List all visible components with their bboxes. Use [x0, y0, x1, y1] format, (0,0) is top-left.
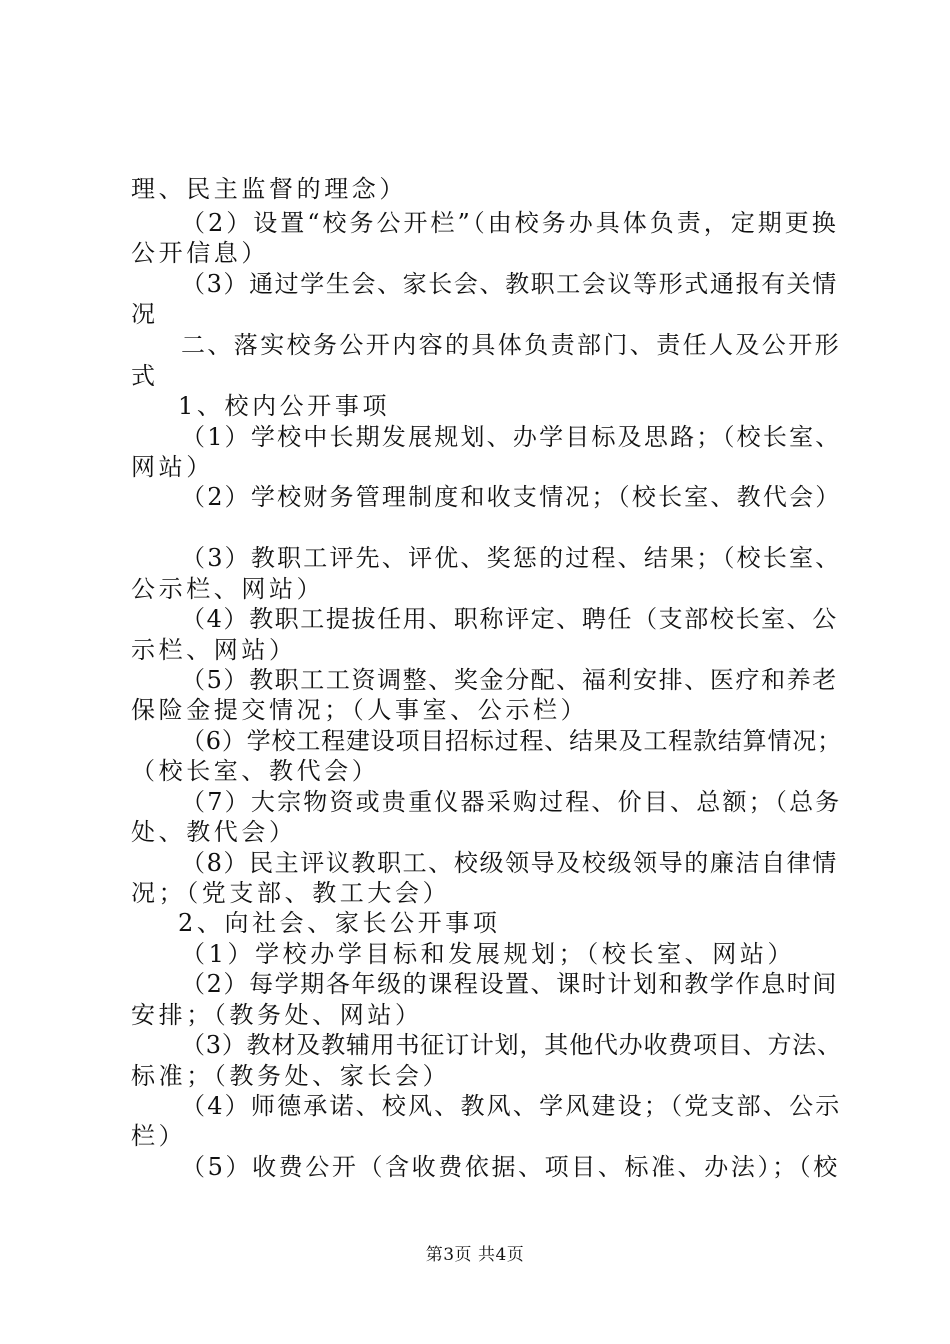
- subsection-heading: 1、校内公开事项: [178, 392, 391, 420]
- text-line: （4）教职工提拔任用、职称评定、聘任（支部校长室、公: [181, 605, 838, 633]
- text-line: 安排；（教务处、网站）: [131, 1001, 423, 1029]
- text-line: （8）民主评议教职工、校级领导及校级领导的廉洁自律情: [181, 849, 838, 877]
- text-line: 况: [131, 300, 159, 328]
- text-line: 理、民主监督的理念）: [131, 175, 407, 203]
- text-line: 处、教代会）: [131, 818, 297, 846]
- text-line: （3）教材及教辅用书征订计划，其他代办收费项目、方法、: [181, 1031, 842, 1059]
- text-line: 标准；（教务处、家长会）: [131, 1062, 451, 1090]
- text-line: （1）学校办学目标和发展规划；（校长室、网站）: [181, 940, 796, 968]
- page-number-footer: 第3页 共4页: [425, 1245, 525, 1265]
- text-line: （3）通过学生会、家长会、教职工会议等形式通报有关情: [181, 270, 838, 298]
- section-heading: 二、落实校务公开内容的具体负责部门、责任人及公开形: [181, 331, 841, 359]
- text-line: （校长室、教代会）: [131, 757, 380, 785]
- text-line: （6）学校工程建设项目招标过程、结果及工程款结算情况；: [181, 727, 842, 755]
- text-line: （1）学校中长期发展规划、办学目标及思路；（校长室、: [181, 423, 842, 451]
- text-line: 示栏、网站）: [131, 636, 297, 664]
- text-line: （2）设置“校务公开栏”（由校务办具体负责，定期更换: [181, 209, 839, 237]
- text-line: （3）教职工评先、评优、奖惩的过程、结果；（校长室、: [181, 544, 842, 572]
- text-line: 保险金提交情况；（人事室、公示栏）: [131, 696, 589, 724]
- text-line: 公示栏、网站）: [131, 575, 325, 603]
- text-line: （7）大宗物资或贵重仪器采购过程、价目、总额；（总务: [181, 788, 842, 816]
- text-line: （2）每学期各年级的课程设置、课时计划和教学作息时间: [181, 970, 838, 998]
- text-line: （5）收费公开（含收费依据、项目、标准、办法）；（校: [181, 1153, 840, 1181]
- text-line: （5）教职工工资调整、奖金分配、福利安排、医疗和养老: [181, 666, 838, 694]
- text-line: 公开信息）: [131, 239, 269, 267]
- text-line: 式: [131, 362, 159, 390]
- text-line: 栏）: [131, 1122, 187, 1150]
- text-line: （4）师德承诺、校风、教风、学风建设；（党支部、公示: [181, 1092, 842, 1120]
- text-line: （2）学校财务管理制度和收支情况；（校长室、教代会）: [181, 483, 842, 511]
- text-line: 况；（党支部、教工大会）: [131, 879, 451, 907]
- text-line: 网站）: [131, 453, 214, 481]
- subsection-heading: 2、向社会、家长公开事项: [178, 909, 501, 937]
